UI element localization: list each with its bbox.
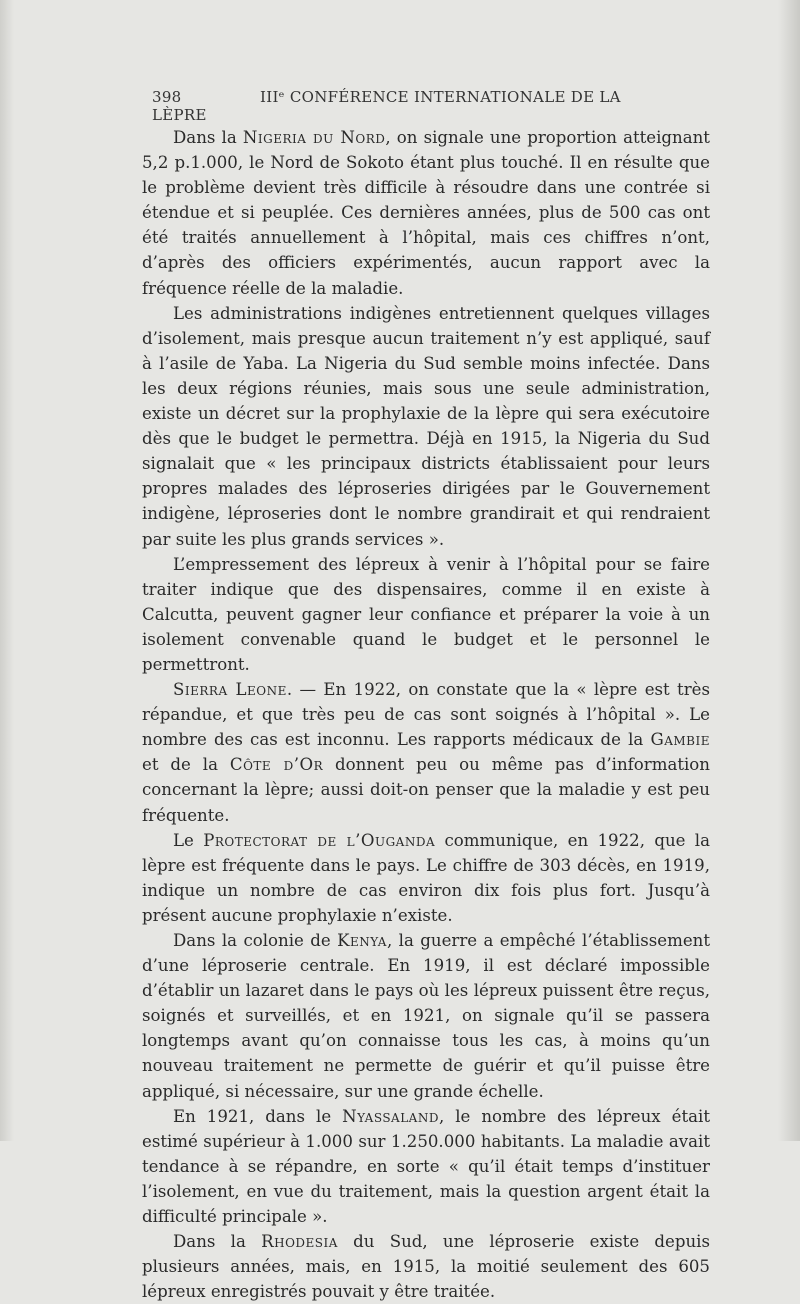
paragraph <box>142 552 710 677</box>
place-name: Rhodesia <box>261 1232 338 1252</box>
text-segment: communique, en 1922, que la lèpre est fréquente dans le pays. Le chiffre de 303 décès, en 1919, indique un nombre de cas environ dix fois plus fort. Jusqu’à présent aucune prophylaxie n’existe. <box>142 830 710 925</box>
running-title: IIIᵉ CONFÉRENCE INTERNATIONALE DE LA LÈPRE <box>152 88 621 124</box>
text-segment: , la guerre a empêché l’établissement d’une léproserie centrale. En 1919, il est déclaré impossible d’établir un lazaret dans le pays où les lépreux puissent être reçus, soignés et surveillés, et en 1921, on signale qu’il se passera longtemps avant qu’on connaisse tous les cas, à moins qu’un nouveau traitement ne permette de guérir et qu’il puisse être appliqué, si nécessaire, sur une grande échelle. <box>142 931 710 1101</box>
text-segment: Dans la <box>173 1232 262 1252</box>
text-segment: . — En 1922, on constate que la « lèpre est très répandue, et que très peu de cas sont soignés à l’hôpital ». Le nombre des cas est inconnu. Les rapports médicaux de la <box>142 680 710 750</box>
paragraph <box>142 301 710 552</box>
place-name: Sierra Leone <box>173 680 287 700</box>
paragraph <box>142 1229 710 1304</box>
paragraph <box>142 928 710 1104</box>
place-name: Côte d’Or <box>229 755 324 775</box>
paragraph <box>142 1104 710 1229</box>
text-segment: et de la <box>142 755 230 775</box>
text-segment: Dans la colonie de <box>173 931 338 950</box>
place-name: Protectorat de l’Ouganda <box>203 830 436 850</box>
page-number: 398 <box>152 88 182 106</box>
text-segment: Dans la <box>173 128 243 147</box>
text-segment: du Sud, une léproserie existe depuis plusieurs années, mais, en 1915, la moitié seulement des 605 lépreux enregistrés pouvait y être traitée. <box>142 1232 710 1302</box>
body-text <box>142 125 710 1304</box>
paragraph <box>142 828 710 928</box>
place-name: Nigeria du Nord <box>242 128 386 147</box>
text-segment: , on signale une proportion atteignant 5,2 p.1.000, le Nord de Sokoto étant plus touché. Il en résulte que le problème devient très difficile à résoudre dans une contrée si étendue et si peuplée. Ces dernières années, plus de 500 cas ont été traités annuellement à l’hôpital, mais ces chiffres n’ont, d’après des officiers expérimentés, aucun rapport avec la fréquence réelle de la maladie. <box>142 128 710 298</box>
text-segment: L’empressement des lépreux à venir à l’hôpital pour se faire traiter indique que des dispensaires, comme il en existe à Calcutta, peuvent gagner leur confiance et préparer la voie à un isolement convenable quand le budget et le personnel le permettront. <box>142 554 710 674</box>
text-segment: , le nombre des lépreux était estimé supérieur à 1.000 sur 1.250.000 habitants. La maladie avait tendance à se répandre, en sorte « qu’il était temps d’instituer l’isolement, en vue du traitement, mais la question argent était la difficulté principale ». <box>142 1106 710 1227</box>
place-name: Gambie <box>650 730 710 750</box>
page-edge-left <box>0 0 14 1141</box>
text-segment: En 1921, dans le <box>173 1106 343 1126</box>
text-segment: Le <box>173 830 204 850</box>
text-segment: Les administrations indigènes entretiennent quelques villages d’isolement, mais presque aucun traitement n’y est appliqué, sauf à l’asile de Yaba. La Nigeria du Sud semble moins infectée. Dans les deux régions réunies, mais sous une seule administration, existe un décret sur la prophylaxie de la lèpre qui sera exécutoire dès que le budget le permettra. Déjà en 1915, la Nigeria du Sud signalait que « les principaux districts établissaient pour leurs propres malades des léproseries dirigées par le Gouvernement indigène, léproseries dont le nombre grandirait et qui rendraient par suite les plus grands services ». <box>142 303 710 549</box>
paragraph <box>142 125 710 301</box>
paragraph <box>142 677 710 828</box>
running-header <box>152 88 672 124</box>
place-name: Kenya <box>337 931 387 950</box>
page-edge-right <box>778 0 800 1141</box>
text-segment: donnent peu ou même pas d’information concernant la lèpre; aussi doit-on penser que la maladie y est peu fréquente. <box>142 755 710 825</box>
place-name: Nyassaland <box>342 1106 439 1126</box>
